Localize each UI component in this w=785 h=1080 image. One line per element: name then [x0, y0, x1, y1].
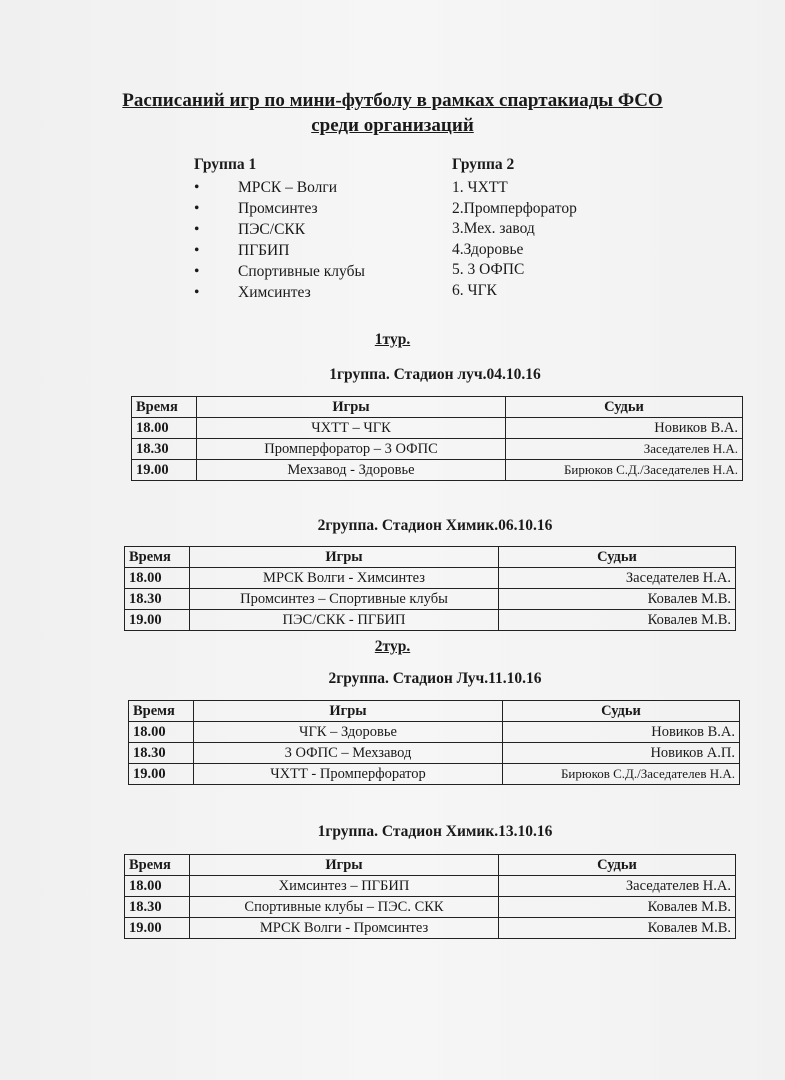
table-header-row	[129, 701, 740, 722]
group-2-heading: Группа 2	[452, 156, 515, 173]
table-row	[132, 418, 743, 439]
cell-time: 18.00	[125, 876, 190, 897]
group-1-team-list	[194, 177, 365, 303]
list-item	[194, 198, 365, 219]
stage-heading: 1группа. Стадион луч.04.10.16	[329, 366, 541, 383]
column-header-games: Игры	[194, 701, 503, 722]
cell-game: ЧХТТ – ЧГК	[197, 418, 506, 439]
table-row	[125, 610, 736, 631]
document-title	[0, 88, 785, 138]
cell-referee: Заседателев Н.А.	[499, 876, 736, 897]
team-name: ПЭС/СКК	[238, 221, 306, 238]
list-item	[194, 177, 365, 198]
cell-time: 19.00	[125, 918, 190, 939]
cell-game: Химсинтез – ПГБИП	[190, 876, 499, 897]
column-header-time: Время	[125, 855, 190, 876]
cell-referee: Заседателев Н.А.	[499, 568, 736, 589]
stage-heading: 2группа. Стадион Химик.06.10.16	[317, 517, 553, 534]
bullet-icon: •	[194, 221, 200, 238]
list-item: 4.Здоровье	[452, 240, 524, 258]
cell-time: 18.00	[129, 722, 194, 743]
cell-game: Мехзавод - Здоровье	[197, 460, 506, 481]
cell-game: МРСК Волги - Химсинтез	[190, 568, 499, 589]
cell-time: 18.30	[125, 897, 190, 918]
cell-time: 19.00	[129, 764, 194, 785]
group-2-team-list	[452, 178, 577, 301]
schedule-table	[124, 854, 736, 939]
column-header-referees: Судьи	[499, 855, 736, 876]
team-name: МРСК – Волги	[238, 179, 338, 196]
column-header-games: Игры	[190, 547, 499, 568]
cell-referee: Новиков В.А.	[503, 722, 740, 743]
table-row	[129, 743, 740, 764]
group-1	[194, 155, 365, 303]
table-row	[125, 918, 736, 939]
team-name: Промсинтез	[238, 200, 318, 217]
cell-referee: Бирюков С.Д./Заседателев Н.А.	[503, 764, 740, 785]
list-item	[194, 261, 365, 282]
table-row	[125, 568, 736, 589]
list-item: 1. ЧХТТ	[452, 179, 508, 196]
table-row	[129, 722, 740, 743]
table-header-row	[132, 397, 743, 418]
column-header-time: Время	[132, 397, 197, 418]
cell-referee: Ковалев М.В.	[499, 589, 736, 610]
bullet-icon: •	[194, 242, 200, 259]
schedule-table	[128, 700, 740, 785]
bullet-icon: •	[194, 284, 200, 301]
table-row	[125, 876, 736, 897]
cell-time: 18.00	[132, 418, 197, 439]
column-header-time: Время	[125, 547, 190, 568]
table-row	[125, 589, 736, 610]
table-row	[125, 897, 736, 918]
cell-referee: Ковалев М.В.	[499, 610, 736, 631]
table-header-row	[125, 547, 736, 568]
column-header-referees: Судьи	[499, 547, 736, 568]
table-header-row	[125, 855, 736, 876]
cell-game: 3 ОФПС – Мехзавод	[194, 743, 503, 764]
cell-referee: Новиков В.А.	[506, 418, 743, 439]
cell-time: 18.30	[129, 743, 194, 764]
schedule-table	[131, 396, 743, 481]
cell-game: ЧГК – Здоровье	[194, 722, 503, 743]
list-item: 6. ЧГК	[452, 281, 497, 299]
bullet-icon: •	[194, 263, 200, 280]
cell-time: 19.00	[125, 610, 190, 631]
cell-time: 19.00	[132, 460, 197, 481]
list-item: 3.Мех. завод	[452, 220, 535, 237]
table-row	[132, 439, 743, 460]
table-row	[129, 764, 740, 785]
list-item	[194, 219, 365, 240]
cell-referee: Новиков А.П.	[503, 743, 740, 764]
table-row	[132, 460, 743, 481]
round-1-heading: 1тур.	[374, 331, 411, 348]
cell-game: ЧХТТ - Промперфоратор	[194, 764, 503, 785]
schedule-table	[124, 546, 736, 631]
cell-referee: Бирюков С.Д./Заседателев Н.А.	[506, 460, 743, 481]
team-name: Химсинтез	[238, 284, 311, 301]
list-item: 2.Промперфоратор	[452, 199, 577, 217]
group-1-heading: Группа 1	[194, 156, 257, 173]
list-item	[194, 240, 365, 261]
round-2-heading: 2тур.	[374, 638, 411, 655]
column-header-time: Время	[129, 701, 194, 722]
bullet-icon: •	[194, 179, 200, 196]
title-line-2: среди организаций	[311, 115, 474, 136]
cell-referee: Заседателев Н.А.	[506, 439, 743, 460]
cell-game: Промсинтез – Спортивные клубы	[190, 589, 499, 610]
bullet-icon: •	[194, 200, 200, 217]
cell-time: 18.30	[125, 589, 190, 610]
cell-game: ПЭС/СКК - ПГБИП	[190, 610, 499, 631]
cell-game: Спортивные клубы – ПЭС. СКК	[190, 897, 499, 918]
column-header-referees: Судьи	[506, 397, 743, 418]
cell-game: Промперфоратор – 3 ОФПС	[197, 439, 506, 460]
cell-referee: Ковалев М.В.	[499, 918, 736, 939]
list-item	[194, 282, 365, 303]
group-2	[452, 155, 577, 301]
stage-heading: 2группа. Стадион Луч.11.10.16	[328, 670, 542, 687]
team-name: ПГБИП	[238, 242, 290, 259]
cell-game: МРСК Волги - Промсинтез	[190, 918, 499, 939]
column-header-referees: Судьи	[503, 701, 740, 722]
list-item: 5. 3 ОФПС	[452, 261, 525, 278]
column-header-games: Игры	[197, 397, 506, 418]
team-name: Спортивные клубы	[238, 263, 365, 280]
column-header-games: Игры	[190, 855, 499, 876]
title-line-1: Расписаний игр по мини-футболу в рамках спартакиады ФСО	[122, 90, 663, 111]
cell-time: 18.00	[125, 568, 190, 589]
stage-heading: 1группа. Стадион Химик.13.10.16	[317, 823, 553, 840]
cell-referee: Ковалев М.В.	[499, 897, 736, 918]
cell-time: 18.30	[132, 439, 197, 460]
